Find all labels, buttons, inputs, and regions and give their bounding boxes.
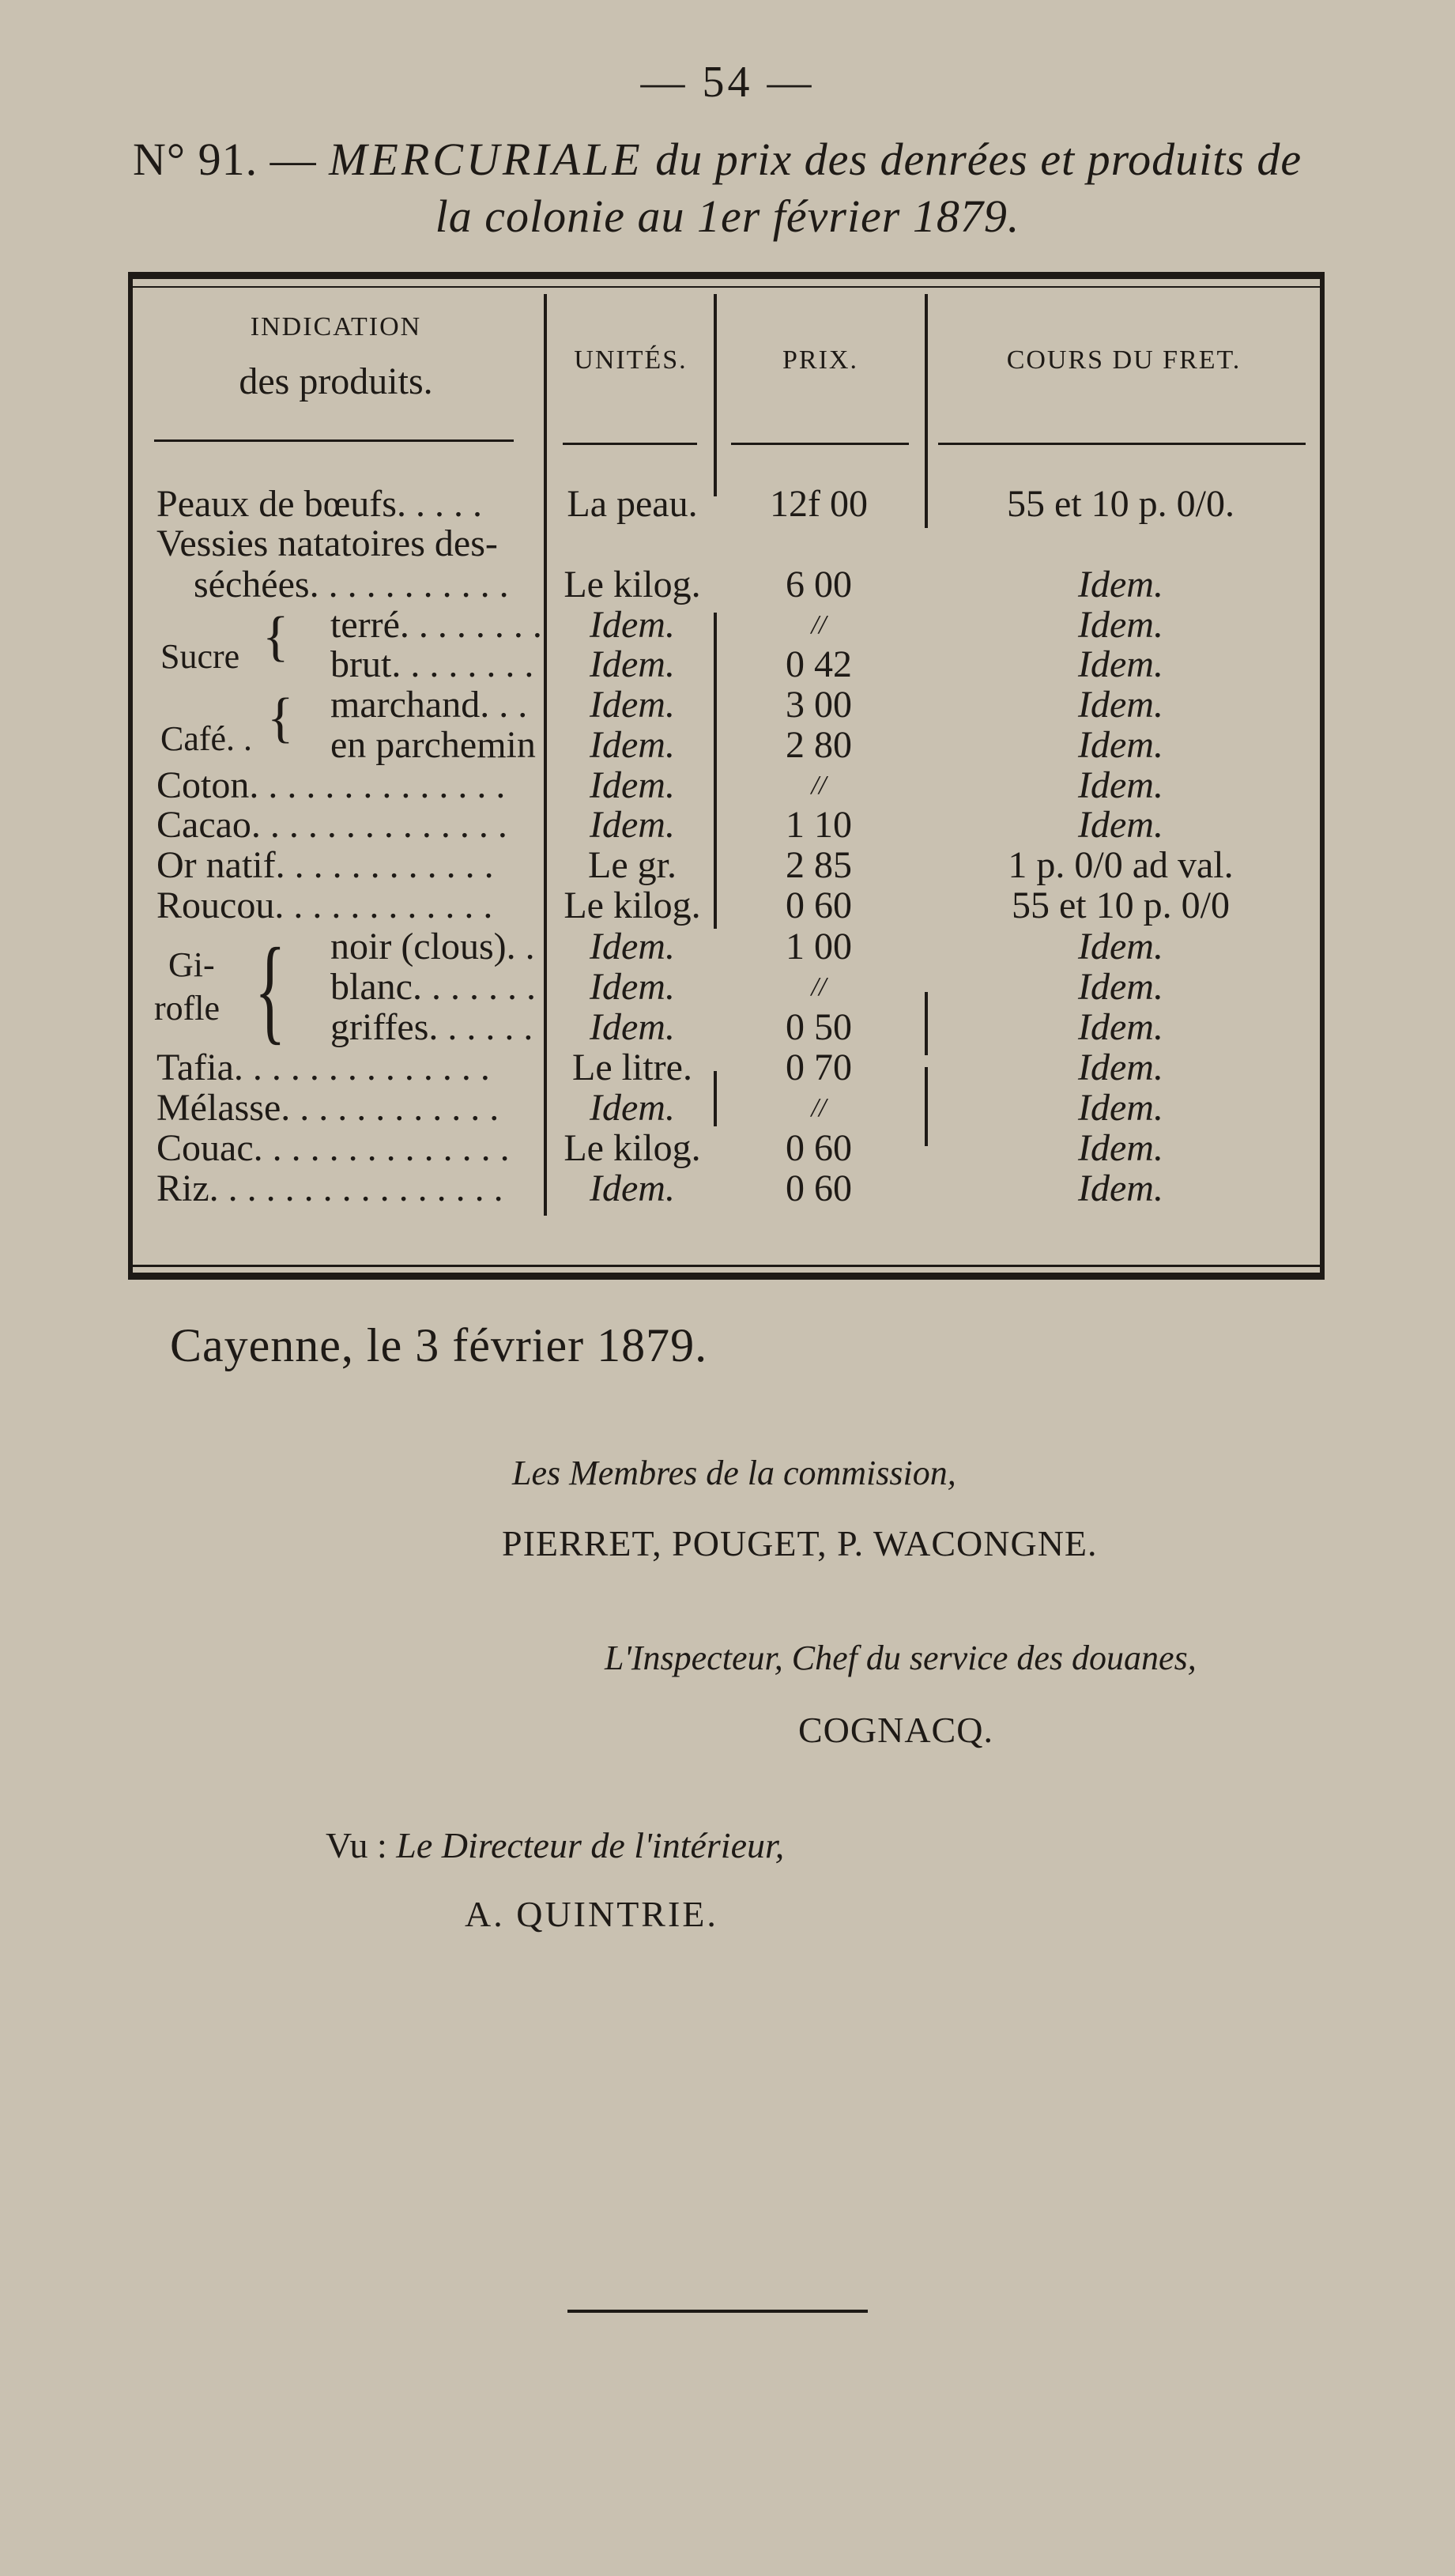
column-divider-3-low xyxy=(925,1067,928,1146)
price-cell: 3 00 xyxy=(786,684,852,726)
header-underline-fret xyxy=(938,443,1306,445)
fret-cell: Idem. xyxy=(1078,966,1163,1008)
header-unites: UNITÉS. xyxy=(574,345,688,375)
product-cell: Or natif. . . . . . . . . . . . xyxy=(156,844,494,886)
header-underline-indication xyxy=(154,439,514,442)
unit-cell: Idem. xyxy=(590,684,675,726)
unit-cell: Idem. xyxy=(590,1087,675,1129)
product-cell: Peaux de bœufs. . . . . xyxy=(156,483,482,525)
unit-cell: Le kilog. xyxy=(564,564,701,605)
product-cell: en parchemin xyxy=(330,724,536,766)
price-cell: // xyxy=(811,771,827,800)
unit-cell: Le kilog. xyxy=(564,1127,701,1169)
group-label-sucre: Sucre xyxy=(160,637,240,676)
header-indication-bottom: des produits. xyxy=(239,360,433,402)
unit-cell: Idem. xyxy=(590,724,675,766)
unit-cell: Le kilog. xyxy=(564,884,701,926)
price-cell: 0 60 xyxy=(786,1167,852,1209)
table-left-border xyxy=(128,272,133,1280)
unit-cell: Idem. xyxy=(590,643,675,685)
fret-cell: Idem. xyxy=(1078,684,1163,726)
footer-rule xyxy=(567,2310,868,2313)
price-cell: // xyxy=(811,972,827,1001)
header-indication-top: INDICATION xyxy=(250,312,422,341)
price-cell: 0 42 xyxy=(786,643,852,685)
brace-girofle: { xyxy=(254,924,286,1055)
fret-cell: Idem. xyxy=(1078,1167,1163,1209)
group-label-girofle-2: rofle xyxy=(154,989,221,1028)
table-bottom-rule xyxy=(128,1273,1325,1280)
price-cell: 0 50 xyxy=(786,1006,852,1048)
price-cell: 0 70 xyxy=(786,1047,852,1088)
product-cell: Tafia. . . . . . . . . . . . . . xyxy=(156,1047,490,1088)
unit-cell: Idem. xyxy=(590,764,675,806)
title-line-2: la colonie au 1er février 1879. xyxy=(435,190,1020,242)
fret-cell: Idem. xyxy=(1078,564,1163,605)
product-cell: blanc. . . . . . . xyxy=(330,966,536,1008)
price-cell: 12f 00 xyxy=(770,483,868,525)
product-cell: Roucou. . . . . . . . . . . . xyxy=(156,884,493,926)
column-divider-2-low xyxy=(714,1071,717,1126)
table-top-rule-thin xyxy=(128,286,1325,288)
product-cell: Coton. . . . . . . . . . . . . . xyxy=(156,764,506,806)
fret-cell: Idem. xyxy=(1078,804,1163,846)
header-prix: PRIX. xyxy=(782,345,858,375)
fret-cell: Idem. xyxy=(1078,724,1163,766)
director-title: Le Directeur de l'intérieur, xyxy=(396,1825,785,1865)
table-bottom-rule-thin xyxy=(128,1265,1325,1267)
unit-cell: La peau. xyxy=(567,483,698,525)
price-cell: 0 60 xyxy=(786,1127,852,1169)
unit-cell: Idem. xyxy=(590,604,675,646)
inspector-title: L'Inspecteur, Chef du service des douanes, xyxy=(605,1639,1197,1677)
column-divider-3-mid xyxy=(925,992,928,1055)
column-divider-3-head xyxy=(925,294,928,528)
title-rest: du prix des denrées et produits de xyxy=(655,134,1302,185)
header-fret: COURS DU FRET. xyxy=(1006,345,1242,375)
group-label-cafe: Café. . xyxy=(160,719,253,758)
fret-cell: Idem. xyxy=(1078,1047,1163,1088)
price-cell: // xyxy=(811,1093,827,1122)
fret-cell: 55 et 10 p. 0/0 xyxy=(1012,884,1230,926)
product-cell: terré. . . . . . . . xyxy=(330,604,542,646)
table-top-rule xyxy=(128,272,1325,279)
place-date: Cayenne, le 3 février 1879. xyxy=(170,1319,708,1371)
fret-cell: 1 p. 0/0 ad val. xyxy=(1008,844,1234,886)
director-block xyxy=(326,1824,784,1866)
page-number: — 54 — xyxy=(640,58,815,107)
fret-cell: Idem. xyxy=(1078,1087,1163,1129)
group-label-girofle-1: Gi- xyxy=(168,945,215,984)
price-cell: 1 10 xyxy=(786,804,852,846)
fret-cell: Idem. xyxy=(1078,764,1163,806)
product-cell: Mélasse. . . . . . . . . . . . xyxy=(156,1087,499,1129)
product-cell: séchées. . . . . . . . . . . xyxy=(194,564,509,605)
product-cell: Cacao. . . . . . . . . . . . . . xyxy=(156,804,507,846)
product-cell: brut. . . . . . . . xyxy=(330,643,534,685)
unit-cell: Idem. xyxy=(590,1006,675,1048)
page-title xyxy=(133,133,1350,186)
table-right-border xyxy=(1320,272,1325,1280)
price-cell: 2 85 xyxy=(786,844,852,886)
brace-cafe: { xyxy=(267,688,294,749)
product-cell: Couac. . . . . . . . . . . . . . xyxy=(156,1127,510,1169)
product-cell: Riz. . . . . . . . . . . . . . . . xyxy=(156,1167,503,1209)
title-caps: MERCURIALE xyxy=(329,134,643,185)
brace-sucre: { xyxy=(262,606,289,667)
header-underline-unites xyxy=(563,443,697,445)
price-cell: 0 60 xyxy=(786,884,852,926)
fret-cell: Idem. xyxy=(1078,604,1163,646)
product-cell: noir (clous). . xyxy=(330,926,535,967)
fret-cell: Idem. xyxy=(1078,643,1163,685)
column-divider-2-mid xyxy=(714,613,717,929)
product-cell: Vessies natatoires des- xyxy=(156,522,498,564)
unit-cell: Idem. xyxy=(590,926,675,967)
header-underline-prix xyxy=(731,443,909,445)
price-cell: 2 80 xyxy=(786,724,852,766)
fret-cell: Idem. xyxy=(1078,1006,1163,1048)
unit-cell: Idem. xyxy=(590,1167,675,1209)
column-divider-2-head xyxy=(714,294,717,496)
unit-cell: Idem. xyxy=(590,966,675,1008)
price-cell: 1 00 xyxy=(786,926,852,967)
fret-cell: Idem. xyxy=(1078,926,1163,967)
commission-title: Les Membres de la commission, xyxy=(512,1454,956,1492)
price-cell: 6 00 xyxy=(786,564,852,605)
product-cell: marchand. . . xyxy=(330,684,528,726)
unit-cell: Idem. xyxy=(590,804,675,846)
unit-cell: Le litre. xyxy=(572,1047,692,1088)
price-cell: // xyxy=(811,610,827,639)
commission-names: PIERRET, POUGET, P. WACONGNE. xyxy=(502,1523,1098,1563)
unit-cell: Le gr. xyxy=(588,844,677,886)
vu-label: Vu : xyxy=(326,1825,387,1865)
fret-cell: 55 et 10 p. 0/0. xyxy=(1007,483,1234,525)
inspector-name: COGNACQ. xyxy=(798,1710,993,1750)
director-name: A. QUINTRIE. xyxy=(465,1894,718,1934)
fret-cell: Idem. xyxy=(1078,1127,1163,1169)
column-divider-1 xyxy=(544,294,547,1216)
title-number: N° 91. — xyxy=(133,134,317,185)
product-cell: griffes. . . . . . xyxy=(330,1006,533,1048)
